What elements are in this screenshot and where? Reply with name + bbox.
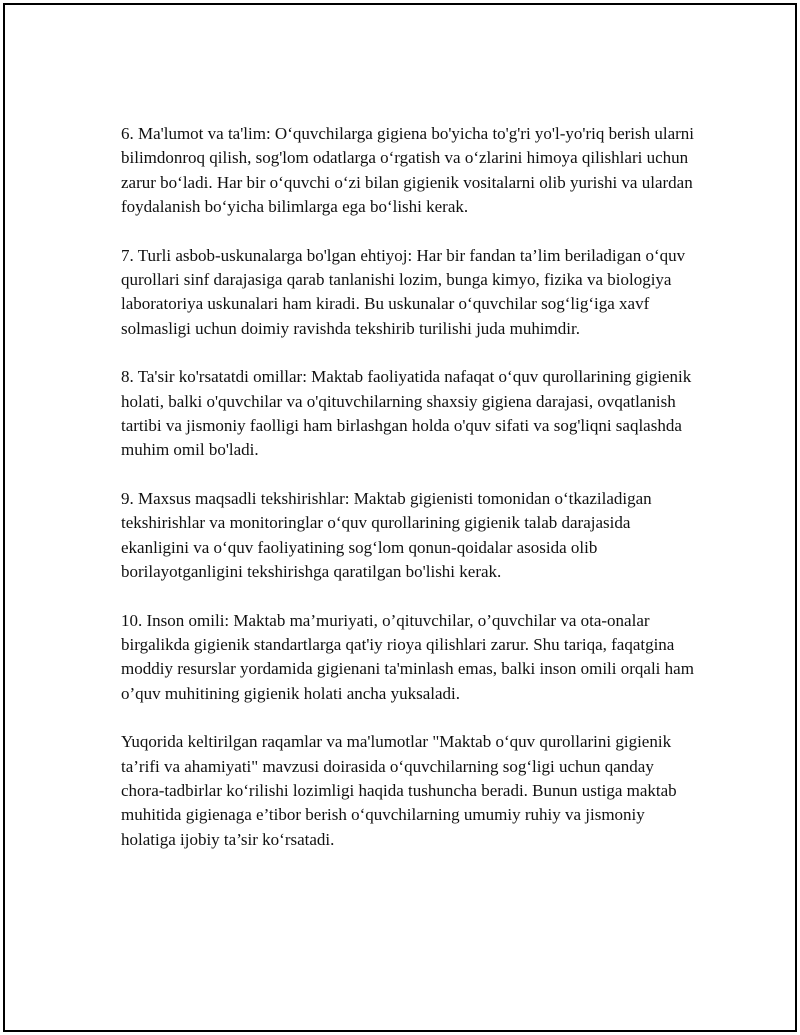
page-frame xyxy=(3,3,797,1032)
paragraph-tasir-omillar: 8. Ta'sir ko'rsatatdi omillar: Maktab faoliyatida nafaqat o‘quv qurollarining gigienik holati, balki o'quvchilar va o'qituvchilarning shaxsiy gigiena darajasi, ovqatlanish tartibi va jismoniy faolligi ham birlashgan holda o'quv sifati va sog'liqni saqlashda muhim omil bo'ladi. xyxy=(121,367,692,460)
paragraph-conclusion: Yuqorida keltirilgan raqamlar va ma'lumotlar "Maktab o‘quv qurollarini gigienik ta’rifi va ahamiyati" mavzusi doirasida o‘quvchilarning sog‘ligi uchun qanday chora-tadbirlar ko‘rilishi lozimligi haqida tushuncha beradi. Bunun ustiga maktab muhitida gigienaga e’tibor berish o‘quvchilarning umumiy ruhiy va jismoniy holatiga ijobiy ta’sir ko‘rsatadi. xyxy=(121,732,677,849)
paragraph-malumot-va-talim: 6. Ma'lumot va ta'lim: O‘quvchilarga gigiena bo'yicha to'g'ri yo'l-yo'riq berish ularni bilimdonroq qilish, sog'lom odatlarga o‘rgatish va o‘zlarini himoya qilishlari uchun zarur bo‘ladi. Har bir o‘quvchi o‘zi bilan gigienik vositalarni olib yurishi va ulardan foydalanish bo‘yicha bilimlarga ega bo‘lishi kerak. xyxy=(121,124,695,217)
paragraph-maxsus-tekshirishlar: 9. Maxsus maqsadli tekshirishlar: Maktab gigienisti tomonidan o‘tkaziladigan tekshirishlar va monitoringlar o‘quv qurollarining gigienik talab darajasida ekanligini va o‘quv faoliyatining sog‘lom qonun-qoidalar asosida olib borilayotganligini tekshirishga qaratilgan bo'lishi kerak. xyxy=(121,488,652,582)
document-body xyxy=(121,122,701,852)
paragraph-asbob-uskunalar: 7. Turli asbob-uskunalarga bo'lgan ehtiyoj: Har bir fandan ta’lim beriladigan o‘quv qurollari sinf darajasiga qarab tanlanishi lozim, bunga kimyo, fizika va biologiya laboratoriya uskunalari ham kiradi. Bu uskunalar o‘quvchilar sog‘lig‘iga xavf solmasligi uchun doimiy ravishda tekshirib turilishi juda muhimdir. xyxy=(121,245,686,338)
paragraph-inson-omili: 10. Inson omili: Maktab ma’muriyati, o’qituvchilar, o’quvchilar va ota-onalar birgalikda gigienik standartlarga qat'iy rioya qilishlari zarur. Shu tariqa, faqatgina moddiy resurslar yordamida gigienani ta'minlash emas, balki inson omili orqali ham o’quv muhitining gigienik holati ancha yuksaladi. xyxy=(121,610,694,703)
